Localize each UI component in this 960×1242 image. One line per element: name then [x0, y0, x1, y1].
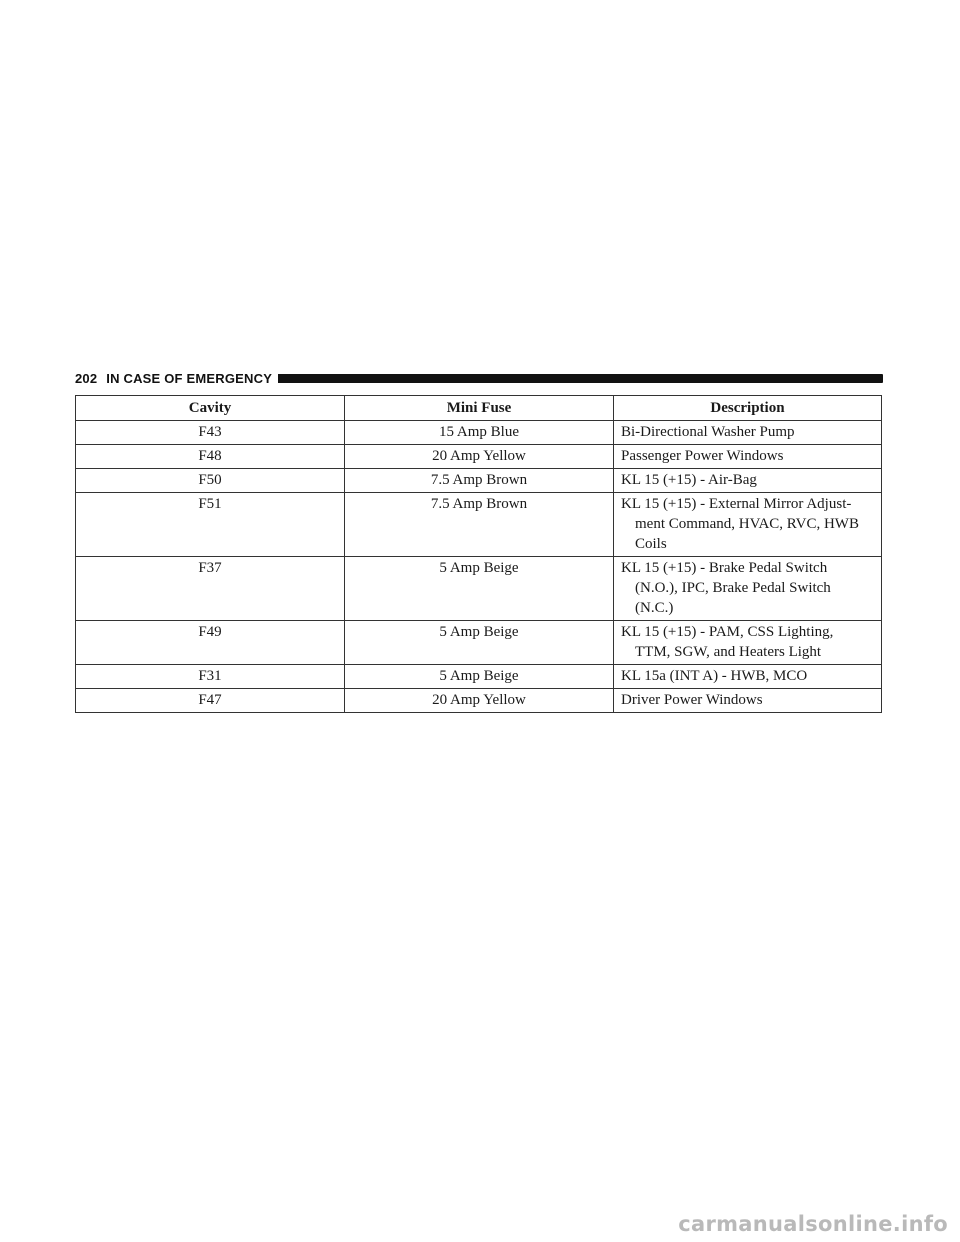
- description-cell: [614, 689, 882, 713]
- description-cell: [614, 665, 882, 689]
- table-row: [76, 421, 882, 445]
- description-line: Bi-Directional Washer Pump: [621, 424, 795, 440]
- table-body: [76, 421, 882, 713]
- description-cell: [614, 421, 882, 445]
- section-title: IN CASE OF EMERGENCY: [106, 370, 273, 386]
- description-line: Driver Power Windows: [621, 692, 763, 708]
- column-header-mini-fuse: Mini Fuse: [345, 396, 614, 421]
- description-line: Coils: [635, 536, 667, 552]
- description-line: KL 15 (+15) - PAM, CSS Lighting,: [621, 624, 834, 640]
- table-row: [76, 557, 882, 621]
- description-line: ment Command, HVAC, RVC, HWB: [635, 516, 859, 532]
- mini-fuse-cell: 5 Amp Beige: [345, 665, 614, 689]
- page-header: [75, 369, 883, 387]
- table-header-row: [76, 396, 882, 421]
- table-row: [76, 665, 882, 689]
- cavity-cell: F49: [76, 621, 345, 665]
- table-row: [76, 493, 882, 557]
- table-row: [76, 445, 882, 469]
- cavity-cell: F50: [76, 469, 345, 493]
- cavity-cell: F43: [76, 421, 345, 445]
- cavity-cell: F37: [76, 557, 345, 621]
- description-line: KL 15a (INT A) - HWB, MCO: [621, 668, 808, 684]
- cavity-cell: F51: [76, 493, 345, 557]
- description-line: (N.C.): [635, 600, 674, 616]
- table-row: [76, 469, 882, 493]
- description-cell: [614, 557, 882, 621]
- mini-fuse-cell: 7.5 Amp Brown: [345, 469, 614, 493]
- description-line: TTM, SGW, and Heaters Light: [635, 644, 822, 660]
- cavity-cell: F48: [76, 445, 345, 469]
- description-cell: [614, 469, 882, 493]
- mini-fuse-cell: 5 Amp Beige: [345, 621, 614, 665]
- description-cell: [614, 621, 882, 665]
- description-cell: [614, 493, 882, 557]
- mini-fuse-cell: 5 Amp Beige: [345, 557, 614, 621]
- description-line: (N.O.), IPC, Brake Pedal Switch: [635, 580, 831, 596]
- mini-fuse-cell: 7.5 Amp Brown: [345, 493, 614, 557]
- header-rule: [278, 374, 883, 383]
- description-line: Passenger Power Windows: [621, 448, 784, 464]
- column-header-cavity: Cavity: [76, 396, 345, 421]
- description-line: KL 15 (+15) - Brake Pedal Switch: [621, 560, 828, 576]
- fuse-table: [75, 395, 882, 713]
- description-line: KL 15 (+15) - Air-Bag: [621, 472, 757, 488]
- mini-fuse-cell: 20 Amp Yellow: [345, 689, 614, 713]
- watermark: carmanualsonline.info: [678, 1212, 948, 1236]
- table-row: [76, 689, 882, 713]
- description-cell: [614, 445, 882, 469]
- description-line: KL 15 (+15) - External Mirror Adjust-: [621, 496, 852, 512]
- mini-fuse-cell: 15 Amp Blue: [345, 421, 614, 445]
- mini-fuse-cell: 20 Amp Yellow: [345, 445, 614, 469]
- cavity-cell: F31: [76, 665, 345, 689]
- page-number: 202: [75, 370, 98, 386]
- cavity-cell: F47: [76, 689, 345, 713]
- table-row: [76, 621, 882, 665]
- column-header-description: Description: [614, 396, 882, 421]
